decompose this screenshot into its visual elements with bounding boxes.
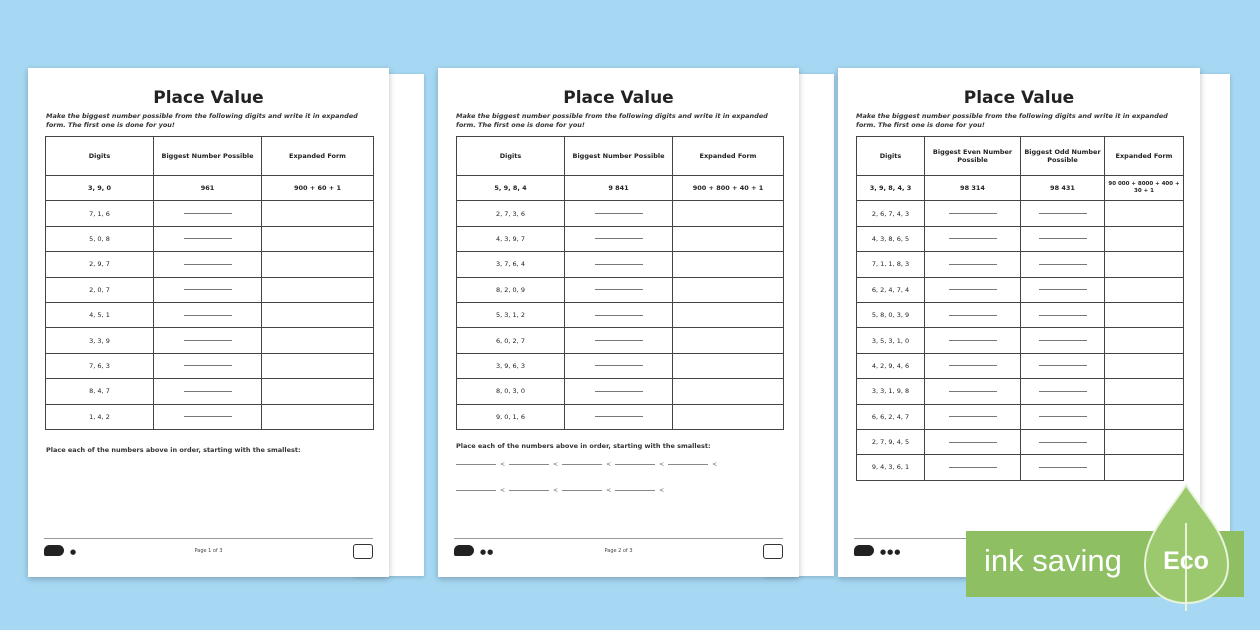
answer-blank[interactable] (154, 353, 262, 378)
answer-blank[interactable] (925, 379, 1021, 404)
place-value-table (456, 136, 784, 430)
brand-logo (854, 545, 874, 556)
answer-blank[interactable] (1021, 455, 1105, 480)
difficulty-dots: ●●● (880, 548, 902, 556)
table-row: 3, 9, 8, 4, 3 98 314 98 431 90 000 + 8000 + 400 + 30 + 1 (857, 176, 1184, 201)
answer-blank[interactable] (925, 429, 1021, 454)
answer-blank[interactable] (565, 226, 673, 251)
answer-blank[interactable] (1021, 226, 1105, 251)
column-header: Biggest Number Possible (154, 137, 262, 176)
column-header: Digits (46, 137, 154, 176)
expanded-cell[interactable] (262, 353, 374, 378)
expanded-cell[interactable] (673, 201, 784, 226)
expanded-cell[interactable] (1105, 226, 1184, 251)
table-row: 3, 9, 6, 3 (457, 353, 784, 378)
table-row: 2, 0, 7 (46, 277, 374, 302)
answer-blank[interactable] (565, 302, 673, 327)
table-row: 3, 7, 6, 4 (457, 252, 784, 277)
difficulty-dots: ●● (480, 548, 495, 556)
column-header: Biggest Odd Number Possible (1021, 137, 1105, 176)
expanded-cell[interactable] (1105, 455, 1184, 480)
answer-blank[interactable] (1021, 404, 1105, 429)
answer-blank[interactable] (925, 328, 1021, 353)
answer-blank[interactable] (154, 379, 262, 404)
page-title: Place Value (563, 88, 674, 108)
answer-blank[interactable] (925, 226, 1021, 251)
expanded-cell[interactable] (673, 252, 784, 277)
answer-blank[interactable] (1021, 277, 1105, 302)
expanded-cell[interactable] (1105, 252, 1184, 277)
expanded-cell[interactable] (1105, 353, 1184, 378)
column-header: Biggest Number Possible (565, 137, 673, 176)
answer-blank[interactable] (565, 404, 673, 429)
answer-blank[interactable] (154, 277, 262, 302)
table-row: 8, 2, 0, 9 (457, 277, 784, 302)
answer-blank[interactable] (565, 252, 673, 277)
expanded-cell[interactable] (1105, 201, 1184, 226)
instructions: Make the biggest number possible from the following digits and write it in expanded form. The first one is done for you! (46, 112, 358, 129)
difficulty-dots: ● (70, 548, 78, 556)
expanded-cell[interactable] (262, 404, 374, 429)
order-prompt: Place each of the numbers above in order, starting with the smallest: (46, 446, 301, 454)
table-row: 1, 4, 2 (46, 404, 374, 429)
column-header: Biggest Even Number Possible (925, 137, 1021, 176)
page-footer (454, 538, 783, 561)
answer-blank[interactable] (1021, 429, 1105, 454)
answer-blank[interactable] (925, 277, 1021, 302)
column-header: Digits (457, 137, 565, 176)
answer-blank[interactable] (565, 328, 673, 353)
expanded-cell[interactable] (1105, 328, 1184, 353)
answer-blank[interactable] (154, 404, 262, 429)
answer-blank[interactable] (154, 201, 262, 226)
table-row: 9, 4, 3, 6, 1 (857, 455, 1184, 480)
answer-blank[interactable] (565, 353, 673, 378)
table-row: 7, 1, 1, 8, 3 (857, 252, 1184, 277)
answer-blank[interactable] (154, 328, 262, 353)
worksheet-page-2 (438, 68, 799, 577)
answer-blank[interactable] (1021, 252, 1105, 277)
expanded-cell[interactable] (1105, 379, 1184, 404)
order-answer-lines[interactable]: < < < < (452, 487, 664, 494)
table-row: 6, 2, 4, 7, 4 (857, 277, 1184, 302)
page-title: Place Value (963, 88, 1075, 108)
table-row: 3, 9, 0 961 900 + 60 + 1 (46, 176, 374, 201)
column-header: Expanded Form (673, 137, 784, 176)
answer-blank[interactable] (925, 302, 1021, 327)
answer-blank[interactable] (925, 404, 1021, 429)
expanded-cell[interactable] (262, 379, 374, 404)
expanded-cell[interactable] (1105, 429, 1184, 454)
expanded-cell[interactable] (673, 302, 784, 327)
order-prompt: Place each of the numbers above in order, starting with the smallest: (456, 442, 711, 450)
answer-blank[interactable] (1021, 201, 1105, 226)
table-row: 2, 9, 7 (46, 252, 374, 277)
expanded-cell[interactable] (1105, 277, 1184, 302)
table-row: 2, 7, 9, 4, 5 (857, 429, 1184, 454)
expanded-cell[interactable] (262, 226, 374, 251)
table-row: 4, 3, 9, 7 (457, 226, 784, 251)
table-row: 6, 6, 2, 4, 7 (857, 404, 1184, 429)
answer-blank[interactable] (1021, 353, 1105, 378)
eco-badge-text: Eco (1163, 547, 1209, 575)
expanded-cell[interactable] (673, 226, 784, 251)
instructions: Make the biggest number possible from the following digits and write it in expanded form. The first one is done for you! (856, 112, 1168, 129)
table-row: 6, 0, 2, 7 (457, 328, 784, 353)
table-row: 9, 0, 1, 6 (457, 404, 784, 429)
table-row: 2, 6, 7, 4, 3 (857, 201, 1184, 226)
answer-blank[interactable] (925, 252, 1021, 277)
expanded-cell[interactable] (262, 328, 374, 353)
table-row: 2, 7, 3, 6 (457, 201, 784, 226)
expanded-cell[interactable] (1105, 404, 1184, 429)
expanded-cell[interactable] (262, 277, 374, 302)
expanded-cell[interactable] (262, 302, 374, 327)
table-row: 7, 6, 3 (46, 353, 374, 378)
eco-leaf-icon (1144, 483, 1229, 611)
table-row: 4, 3, 8, 6, 5 (857, 226, 1184, 251)
page-footer (44, 538, 373, 561)
page-number: Page 2 of 3 (604, 548, 633, 554)
order-answer-lines[interactable]: < < < < < (452, 461, 717, 468)
expanded-cell[interactable] (262, 252, 374, 277)
expanded-cell[interactable] (262, 201, 374, 226)
expanded-cell[interactable] (673, 277, 784, 302)
expanded-cell[interactable] (1105, 302, 1184, 327)
page-number: Page 1 of 3 (194, 548, 223, 554)
answer-blank[interactable] (154, 302, 262, 327)
table-row: 8, 0, 3, 0 (457, 379, 784, 404)
answer-blank[interactable] (925, 353, 1021, 378)
table-row: 7, 1, 6 (46, 201, 374, 226)
table-row: 5, 0, 8 (46, 226, 374, 251)
expanded-cell[interactable] (673, 379, 784, 404)
footer-logo-icon (763, 544, 783, 559)
expanded-cell[interactable] (673, 404, 784, 429)
table-row: 5, 3, 1, 2 (457, 302, 784, 327)
expanded-cell[interactable] (673, 353, 784, 378)
column-header: Expanded Form (262, 137, 374, 176)
ink-saving-label: ink saving (984, 543, 1122, 578)
column-header: Expanded Form (1105, 137, 1184, 176)
table-row: 3, 3, 1, 9, 8 (857, 379, 1184, 404)
table-row: 5, 9, 8, 4 9 841 900 + 800 + 40 + 1 (457, 176, 784, 201)
instructions: Make the biggest number possible from the following digits and write it in expanded form. The first one is done for you! (456, 112, 768, 129)
worksheet-page-1 (28, 68, 389, 577)
table-row: 3, 5, 3, 1, 0 (857, 328, 1184, 353)
answer-blank[interactable] (154, 226, 262, 251)
column-header: Digits (857, 137, 925, 176)
table-row: 5, 8, 0, 3, 9 (857, 302, 1184, 327)
table-row: 3, 3, 9 (46, 328, 374, 353)
table-row: 8, 4, 7 (46, 379, 374, 404)
answer-blank[interactable] (154, 252, 262, 277)
answer-blank[interactable] (1021, 302, 1105, 327)
answer-blank[interactable] (925, 201, 1021, 226)
table-row: 4, 2, 9, 4, 6 (857, 353, 1184, 378)
answer-blank[interactable] (1021, 328, 1105, 353)
page-title: Place Value (153, 88, 264, 108)
answer-blank[interactable] (1021, 379, 1105, 404)
place-value-table (45, 136, 374, 430)
table-row: 4, 5, 1 (46, 302, 374, 327)
answer-blank[interactable] (565, 379, 673, 404)
place-value-table (856, 136, 1184, 481)
answer-blank[interactable] (565, 277, 673, 302)
answer-blank[interactable] (565, 201, 673, 226)
footer-logo-icon (353, 544, 373, 559)
expanded-cell[interactable] (673, 328, 784, 353)
answer-blank[interactable] (925, 455, 1021, 480)
